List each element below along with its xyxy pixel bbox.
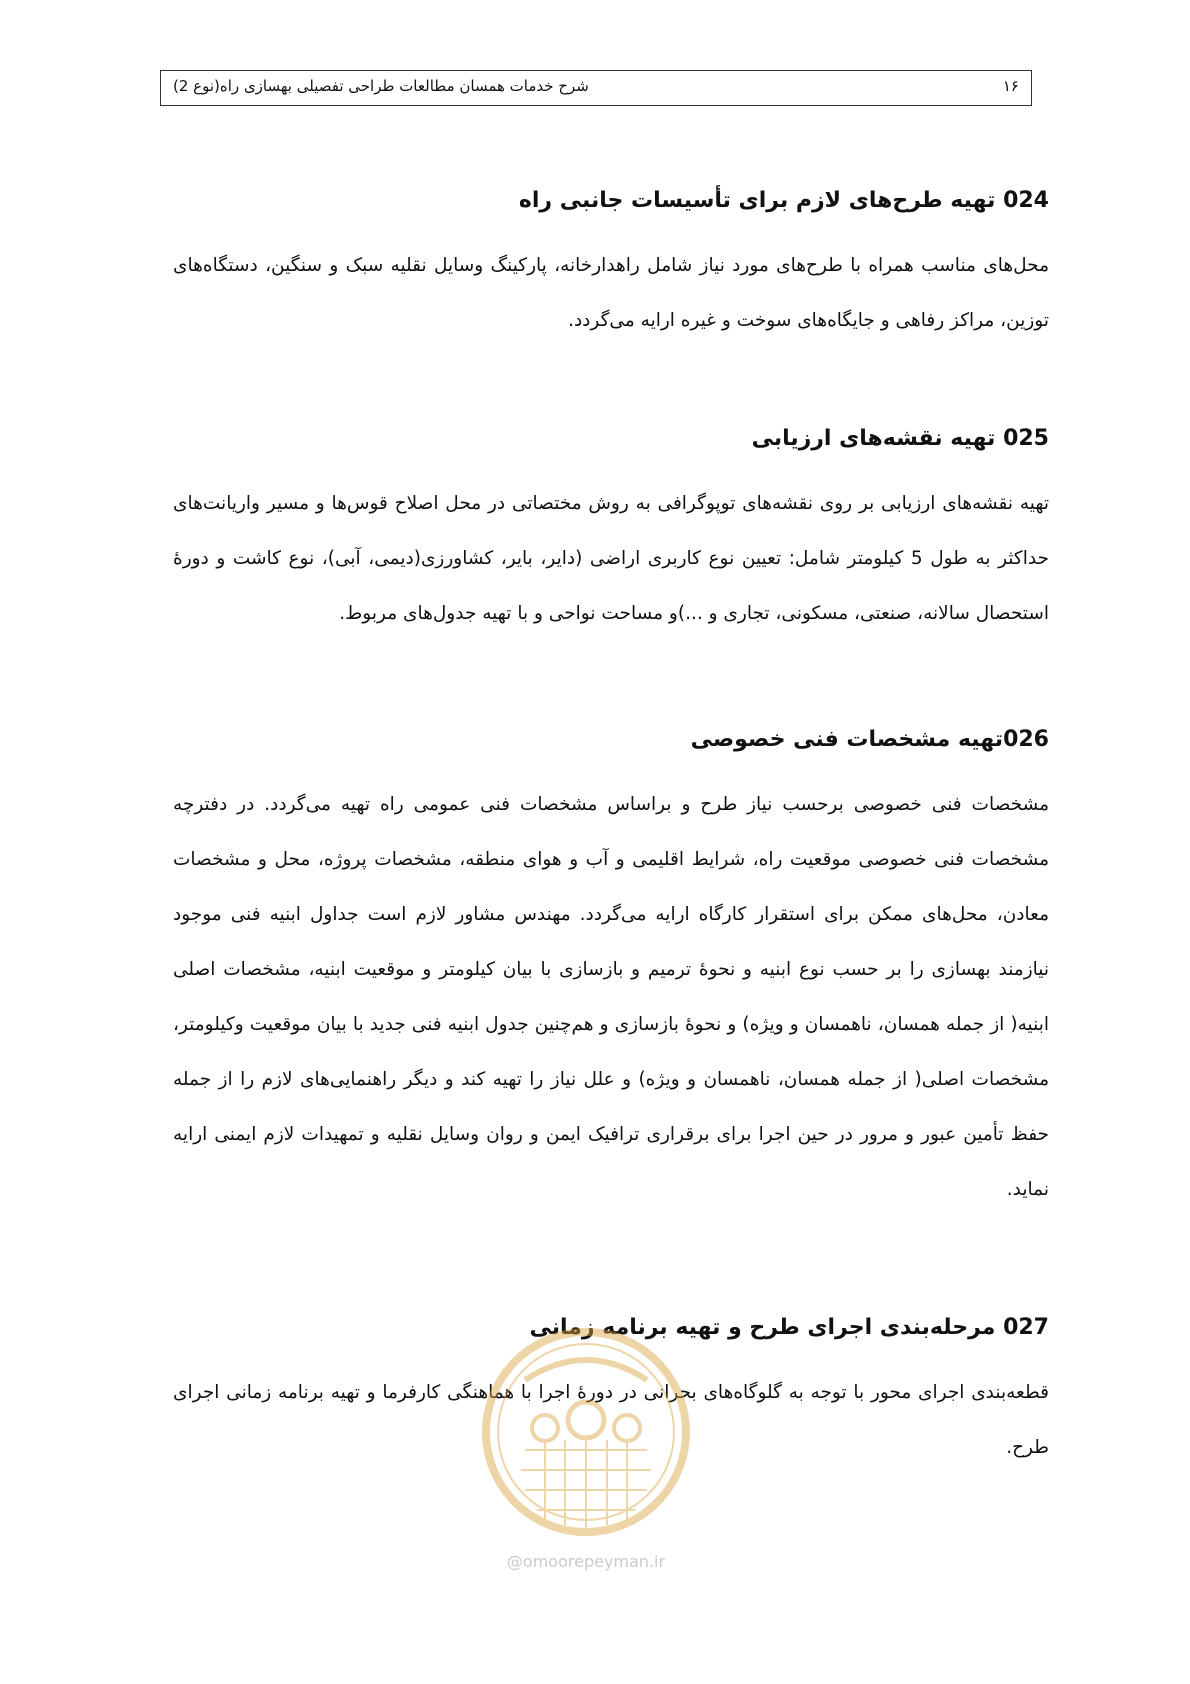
section-body: قطعه‌بندی اجرای محور با توجه به گلوگاه‌های بحرانی در دورهٔ اجرا با هماهنگی کارفرما و تهیه برنامه زمانی اجرای طرح. [173, 1382, 1049, 1458]
section-heading: 027 مرحله‌بندی اجرای طرح و تهیه برنامه زمانی [529, 1315, 1049, 1340]
section-heading: 025 تهیه نقشه‌های ارزیابی [751, 426, 1049, 451]
page-number: ۱۶ [1002, 77, 1019, 95]
section-heading: 026تهیه مشخصات فنی خصوصی [690, 727, 1049, 752]
section-body: تهیه نقشه‌های ارزیابی بر روی نقشه‌های توپوگرافی به روش مختصاتی در محل اصلاح قوس‌ها و مسیر واریانت‌های حداکثر به طول 5 کیلومتر شامل: تعیین نوع کاربری اراضی (دایر، بایر، کشاورزی(دیمی، آبی)، نوع کاشت و دورهٔ استحصال سالانه، صنعتی، مسکونی، تجاری و ...)و مساحت نواحی و با تهیه جدول‌های مربوط. [173, 493, 1049, 624]
page-header [160, 70, 1032, 106]
watermark-url: @omoorepeyman.ir [506, 1552, 666, 1571]
section-025 [173, 424, 1049, 641]
section-024 [173, 186, 1049, 348]
header-title: شرح خدمات همسان مطالعات طراحی تفصیلی بهسازی راه(نوع 2) [173, 77, 589, 95]
section-027 [173, 1313, 1049, 1475]
section-026 [173, 725, 1049, 1217]
section-body: محل‌های مناسب همراه با طرح‌های مورد نیاز شامل راهدارخانه، پارکینگ وسایل نقلیه سبک و سنگین، دستگاه‌های توزین، مراکز رفاهی و جایگاه‌های سوخت و غیره ارایه می‌گردد. [173, 255, 1049, 331]
section-body: مشخصات فنی خصوصی برحسب نیاز طرح و براساس مشخصات فنی عمومی راه تهیه می‌گردد. در دفترچه مشخصات فنی خصوصی موقعیت راه، شرایط اقلیمی و آب و هوای منطقه، مشخصات پروژه، محل و مشخصات معادن، محل‌های ممکن برای استقرار کارگاه ارایه می‌گردد. مهندس مشاور لازم است جداول ابنیه فنی موجود نیازمند بهسازی را بر حسب نوع ابنیه و نحوهٔ ترمیم و بازسازی با بیان کیلومتر و موقعیت ابنیه، مشخصات اصلی ابنیه( از جمله همسان، ناهمسان و ویژه) و نحوهٔ بازسازی و هم‌چنین جدول ابنیه فنی جدید با بیان موقعیت وکیلومتر، مشخصات اصلی( از جمله همسان، ناهمسان و ویژه) و علل نیاز را تهیه کند و دیگر راهنمایی‌های لازم را از جمله حفظ تأمین عبور و مرور در حین اجرا برای برقراری ترافیک ایمن و روان وسایل نقلیه و تمهیدات لازم ایمنی ارایه نماید. [173, 794, 1049, 1200]
section-heading: 024 تهیه طرح‌های لازم برای تأسیسات جانبی راه [518, 188, 1049, 213]
